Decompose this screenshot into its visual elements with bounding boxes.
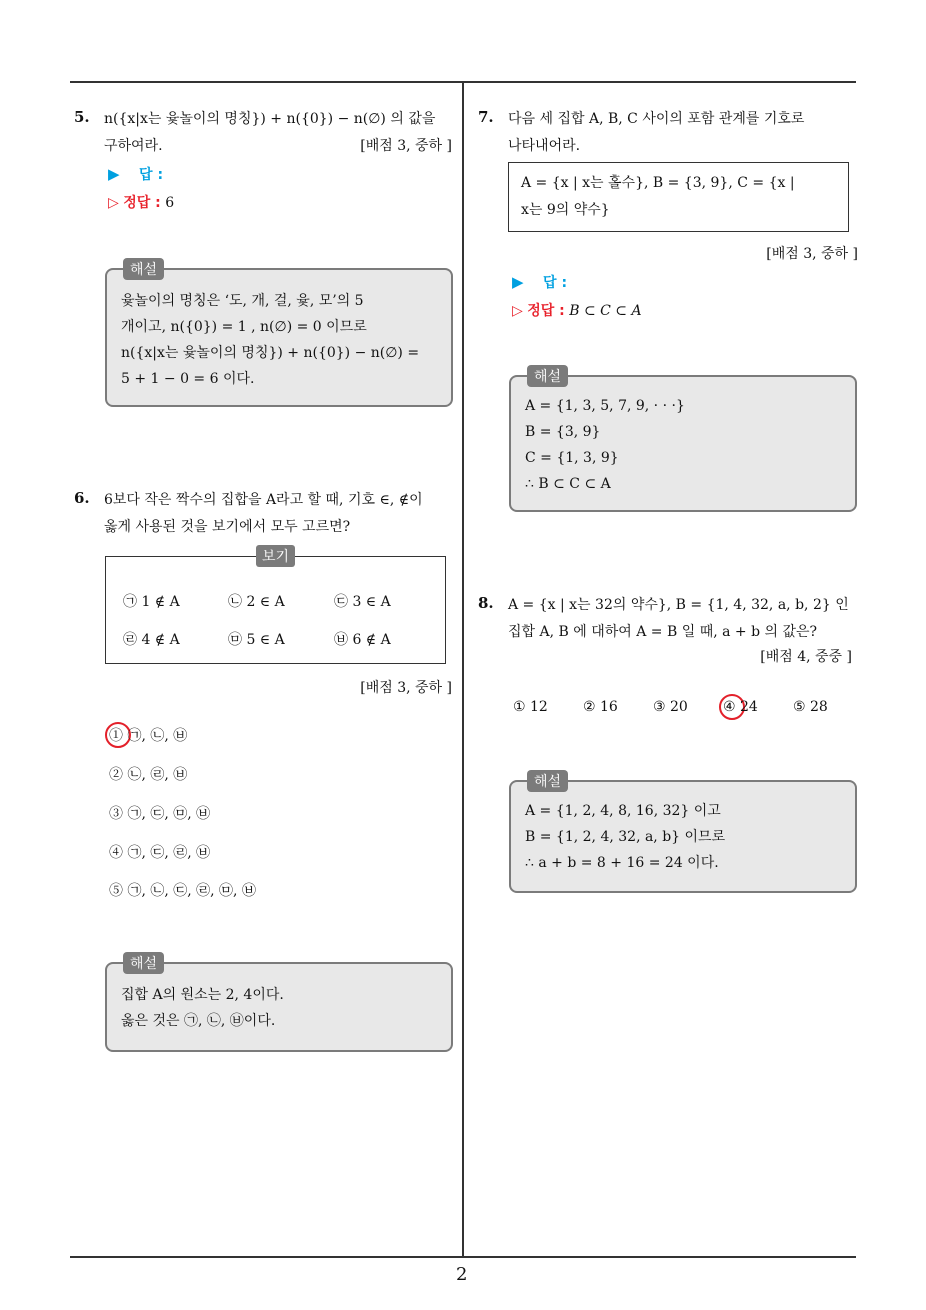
question-text-line: 구하여라. <box>104 138 163 154</box>
bogi-box <box>105 549 446 664</box>
bogi-item: ㉢ 3 ∈ A <box>334 594 391 610</box>
explanation-line: ∴ B ⊂ C ⊂ A <box>525 476 611 492</box>
bogi-item: ㉤ 5 ∈ A <box>228 632 285 648</box>
explanation-line: 윷놀이의 명칭은 ‘도, 개, 걸, 윷, 모’의 5 <box>121 293 364 309</box>
bogi-item: ㉥ 6 ∉ A <box>334 632 391 648</box>
explanation-text <box>525 393 843 497</box>
correct-value: B ⊂ C ⊂ A <box>569 303 642 319</box>
triangle-outline-icon: ▷ <box>108 195 119 211</box>
bogi-item: ㉣ 4 ∉ A <box>123 632 180 648</box>
explanation-tag: 해설 <box>123 952 164 974</box>
score-label: [배점 3, 중하 ] <box>766 246 858 262</box>
question-5 <box>74 106 458 406</box>
explanation-line: n({x|x는 윷놀이의 명칭}) + n({0}) − n(∅) = <box>121 345 420 361</box>
explanation-line: C = {1, 3, 9} <box>525 450 619 466</box>
question-6 <box>74 487 458 1057</box>
answer-choice-4[interactable]: ④ ㉠, ㉢, ㉣, ㉥ <box>109 845 211 861</box>
question-number: 7. <box>478 108 494 126</box>
bogi-item: ㉡ 2 ∈ A <box>228 594 285 610</box>
explanation-tag: 해설 <box>527 365 568 387</box>
answer-choice-2[interactable]: ② 16 <box>583 699 618 715</box>
bogi-item: ㉠ 1 ∉ A <box>123 594 180 610</box>
question-text-line: 나타내어라. <box>508 138 581 154</box>
correct-answer <box>512 300 642 320</box>
score-label: [배점 4, 중중 ] <box>760 649 852 665</box>
question-8 <box>478 592 862 897</box>
explanation-line: A = {1, 3, 5, 7, 9, · · ·} <box>525 398 685 414</box>
explanation-line: A = {1, 2, 4, 8, 16, 32} 이고 <box>525 803 721 819</box>
explanation-line: 집합 A의 원소는 2, 4이다. <box>121 987 284 1003</box>
explanation-line: B = {3, 9} <box>525 424 601 440</box>
condition-line: x는 9의 약수} <box>521 202 610 218</box>
condition-text <box>521 170 795 224</box>
answer-choice-1[interactable]: ① ㉠, ㉡, ㉥ <box>109 728 188 744</box>
explanation-line: ∴ a + b = 8 + 16 = 24 이다. <box>525 855 719 871</box>
question-number: 8. <box>478 594 494 612</box>
question-text <box>508 106 860 160</box>
question-text-line: A = {x | x는 32의 약수}, B = {1, 4, 32, a, b, 2} 인 <box>508 597 849 613</box>
play-icon: ▶ <box>512 273 524 291</box>
answer-choice-5[interactable]: ⑤ ㉠, ㉡, ㉢, ㉣, ㉤, ㉥ <box>109 883 256 899</box>
answer-choice-3[interactable]: ③ 20 <box>653 699 688 715</box>
column-divider <box>462 81 464 1257</box>
answer-label: ▶ 답 : <box>108 165 164 183</box>
correct-label: 정답 : <box>123 195 161 211</box>
answer-choice-5[interactable]: ⑤ 28 <box>793 699 828 715</box>
explanation-box <box>105 956 453 1052</box>
correct-label: 정답 : <box>527 303 565 319</box>
question-7 <box>478 106 862 516</box>
answer-label: ▶ 답 : <box>512 273 568 291</box>
question-text-line: 다음 세 집합 A, B, C 사이의 포함 관계를 기호로 <box>508 111 805 127</box>
answer-choice-3[interactable]: ③ ㉠, ㉢, ㉤, ㉥ <box>109 806 211 822</box>
question-text <box>104 487 458 541</box>
condition-line: A = {x | x는 홀수}, B = {3, 9}, C = {x | <box>521 175 795 191</box>
bogi-tag: 보기 <box>256 545 295 567</box>
question-text-line: 6보다 작은 짝수의 집합을 A라고 할 때, 기호 ∈, ∉이 <box>104 492 423 508</box>
answer-choice-1[interactable]: ① 12 <box>513 699 548 715</box>
correct-value: 6 <box>165 195 175 211</box>
explanation-line: B = {1, 2, 4, 32, a, b} 이므로 <box>525 829 726 845</box>
question-text-line: 집합 A, B 에 대하여 A = B 일 때, a + b 의 값은? <box>508 624 818 640</box>
answer-choice-4[interactable]: ④ 24 <box>723 699 758 715</box>
bottom-rule <box>70 1256 856 1258</box>
explanation-tag: 해설 <box>123 258 164 280</box>
play-icon: ▶ <box>108 165 120 183</box>
explanation-line: 옳은 것은 ㉠, ㉡, ㉥이다. <box>121 1013 276 1029</box>
explanation-text <box>525 798 843 876</box>
condition-box <box>508 162 849 232</box>
question-number: 6. <box>74 489 90 507</box>
correct-answer <box>108 192 174 212</box>
explanation-text <box>121 982 439 1034</box>
question-number: 5. <box>74 108 90 126</box>
explanation-box <box>105 262 453 407</box>
question-text <box>508 592 860 646</box>
score-label: [배점 3, 중하 ] <box>360 680 452 696</box>
page-number: 2 <box>456 1264 468 1285</box>
explanation-tag: 해설 <box>527 770 568 792</box>
explanation-text <box>121 288 439 392</box>
answer-choice-2[interactable]: ② ㉡, ㉣, ㉥ <box>109 767 188 783</box>
explanation-line: 5 + 1 − 0 = 6 이다. <box>121 371 255 387</box>
explanation-box <box>509 774 857 893</box>
explanation-line: 개이고, n({0}) = 1 , n(∅) = 0 이므로 <box>121 319 367 335</box>
question-text-line: n({x|x는 윷놀이의 명칭}) + n({0}) − n(∅) 의 값을 <box>104 111 436 127</box>
explanation-box <box>509 369 857 512</box>
question-text-line: 옳게 사용된 것을 보기에서 모두 고르면? <box>104 519 351 535</box>
score-label: [배점 3, 중하 ] <box>360 138 452 154</box>
triangle-outline-icon: ▷ <box>512 303 523 319</box>
